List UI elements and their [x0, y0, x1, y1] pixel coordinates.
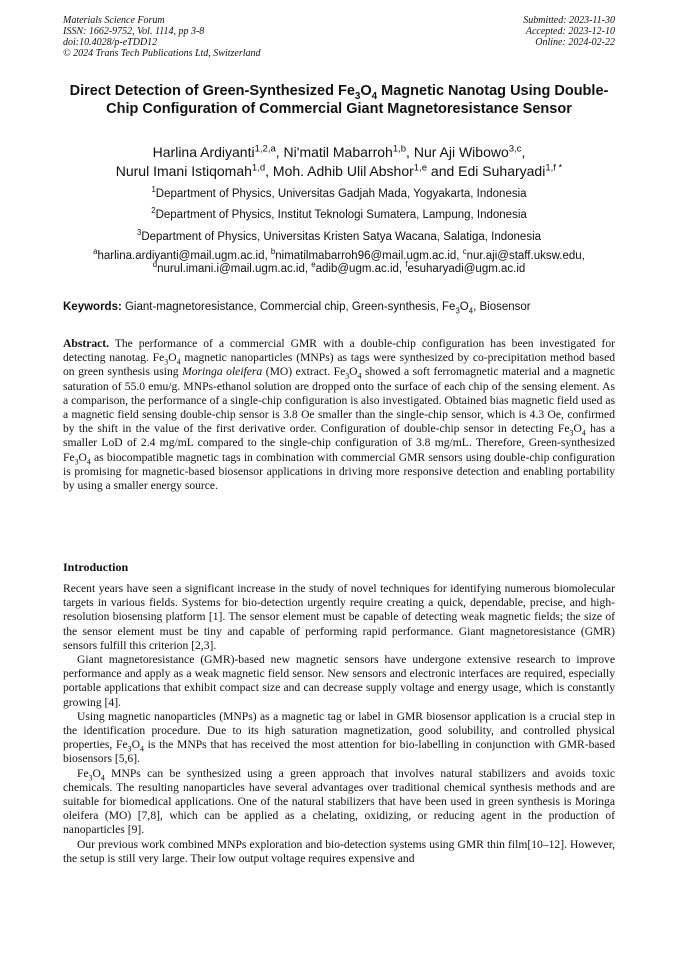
dates-header: [523, 15, 615, 48]
author: Ni'matil Mabarroh$^{1,b}$,: [283, 143, 414, 160]
abstract-label: Abstract.: [63, 337, 110, 350]
affiliation: $^3$Department of Physics, Universitas Kristen Satya Wacana, Salatiga, Indonesia: [136, 228, 542, 243]
paragraph: Using magnetic nanoparticles (MNPs) as a magnetic tag or label in GMR biosensor application is a crucial step in the identification procedure. Due to its high saturation magnetization, good solubility, and controlled physical properties, $Fe_3O_4$ is the MNPs that has received the most attention for bio-labelling in conjunction with GMR-based biosensors [5,6].: [63, 709, 616, 766]
section-heading: Introduction: [63, 560, 129, 574]
issn: ISSN: 1662-9752, Vol. 1114, pp 3-8: [63, 26, 205, 37]
email: $^c$nur.aji@staff.uksw.edu,: [462, 247, 585, 262]
submitted-date: Submitted: 2023-11-30: [523, 15, 615, 26]
paper-title: Direct Detection of Green-Synthesized $Fe_3O_4$ Magnetic Nanotag Using Double-Chip Configuration of Commercial Giant Magnetoresistance Sensor: [69, 83, 609, 117]
paragraph: $Fe_3O_4$ MNPs can be synthesized using a green approach that involves natural stabilizers and avoids toxic chemicals. The resulting nanoparticles have several advantages over traditional chemical synthesis methods and are suitable for biomedical applications. One of the natural stabilizers that have been used in green synthesis is Moringa oleifera (MO) [7,8], which can be applied as a chelating, oxidizing, or reducing agent in the production of nanoparticles [9].: [63, 766, 615, 837]
author-list: [60, 143, 618, 181]
author: Harlina Ardiyanti$^{1,2,a}$,: [152, 143, 284, 160]
introduction-body: [63, 582, 615, 866]
copyright: © 2024 Trans Tech Publications Ltd, Switzerland: [63, 48, 261, 59]
affiliation: $^2$Department of Physics, Institut Teknologi Sumatera, Lampung, Indonesia: [151, 206, 527, 221]
doi: doi:10.4028/p-eTDD12: [63, 37, 158, 48]
accepted-date: Accepted: 2023-12-10: [525, 26, 615, 37]
affiliation: $^1$Department of Physics, Universitas Gadjah Mada, Yogyakarta, Indonesia: [151, 185, 527, 200]
email: $^b$nimatilmabarroh96@mail.ugm.ac.id,: [270, 247, 463, 262]
email: $^a$harlina.ardiyanti@mail.ugm.ac.id,: [93, 247, 271, 262]
email: $^d$nurul.imani.i@mail.ugm.ac.id,: [152, 260, 312, 275]
journal-header: [63, 15, 261, 59]
abstract: Abstract. The performance of a commercial GMR with a double-chip configuration has been investigated for detecting nanotag. $Fe_3O_4$ magnetic nanoparticles (MNPs) as tags were synthesized by co-precipitation method based on green synthesis using Moringa oleifera (MO) extract. $Fe_3O_4$ showed a soft ferromagnetic material and a magnetic saturation of 55.0 emu/g. MNPs-ethanol solution are dropped onto the surface of each chip of the sensing element. As a comparison, the performance of a single-chip configuration is also investigated. Obtained bias magnetic field used as a magnetic field sensing double-chip sensor is 3.8 Oe smaller than the single-chip sensor, which is 4.3 Oe, confirmed by the shift in the value of the first derivative order. Configuration of double-chip sensor in detecting $Fe_3O_4$ has a smaller LoD of 2.4 mg/mL compared to the single-chip configuration of 3.8 mg/mL. Therefore, Green-synthesized $Fe_3O_4$ as biocompatible magnetic tags in combination with commercial GMR sensors using double-chip configuration is promising for magnetic-based biosensor applications in driving more responsive detection and enabling portability by using a smaller energy source.: [63, 337, 616, 493]
author: Nurul Imani Istiqomah$^{1,d}$,: [115, 162, 273, 179]
email-list: [60, 247, 618, 276]
online-date: Online: 2024-02-22: [535, 37, 615, 48]
email: $^e$adib@ugm.ac.id,: [311, 260, 406, 275]
paragraph: Our previous work combined MNPs exploration and bio-detection systems using GMR thin film[10–12]. However, the setup is still very large. Their low output voltage requires expensive and: [63, 837, 615, 865]
paragraph: Giant magnetoresistance (GMR)-based new magnetic sensors have undergone extensive research to improve performance and apply as a weak magnetic field sensor. New sensors and electronic interfaces are required, especially portable applications that exhibit compact size and can decrease supply voltage and energy usage, which is constantly growing [4].: [63, 653, 615, 709]
author: Edi Suharyadi$^{1,f *}$: [458, 162, 563, 179]
keywords-label: Keywords:: [63, 301, 122, 313]
author: Nur Aji Wibowo$^{3,c}$,: [413, 143, 526, 160]
email: $^f$esuharyadi@ugm.ac.id: [405, 260, 526, 275]
journal-name: Materials Science Forum: [63, 15, 165, 26]
paragraph: Recent years have seen a significant increase in the study of novel techniques for identifying numerous biomolecular targets in various fields. Systems for bio-detection urgently require creating a quick, dependable, precise, and high-resolution biosensing platform [1]. The sensor element must be capable of detecting weak magnetic fields; the size of the sensor element must be tiny and capable of performing rapid performance. Giant magnetoresistance (GMR) sensors fulfill this criterion [2,3].: [63, 582, 615, 652]
author: Moh. Adhib Ulil Abshor$^{1,e}$ and: [272, 162, 459, 179]
keywords: Keywords: Giant-magnetoresistance, Commercial chip, Green-synthesis, $Fe_3O_4$, Biosensor: [63, 301, 531, 316]
